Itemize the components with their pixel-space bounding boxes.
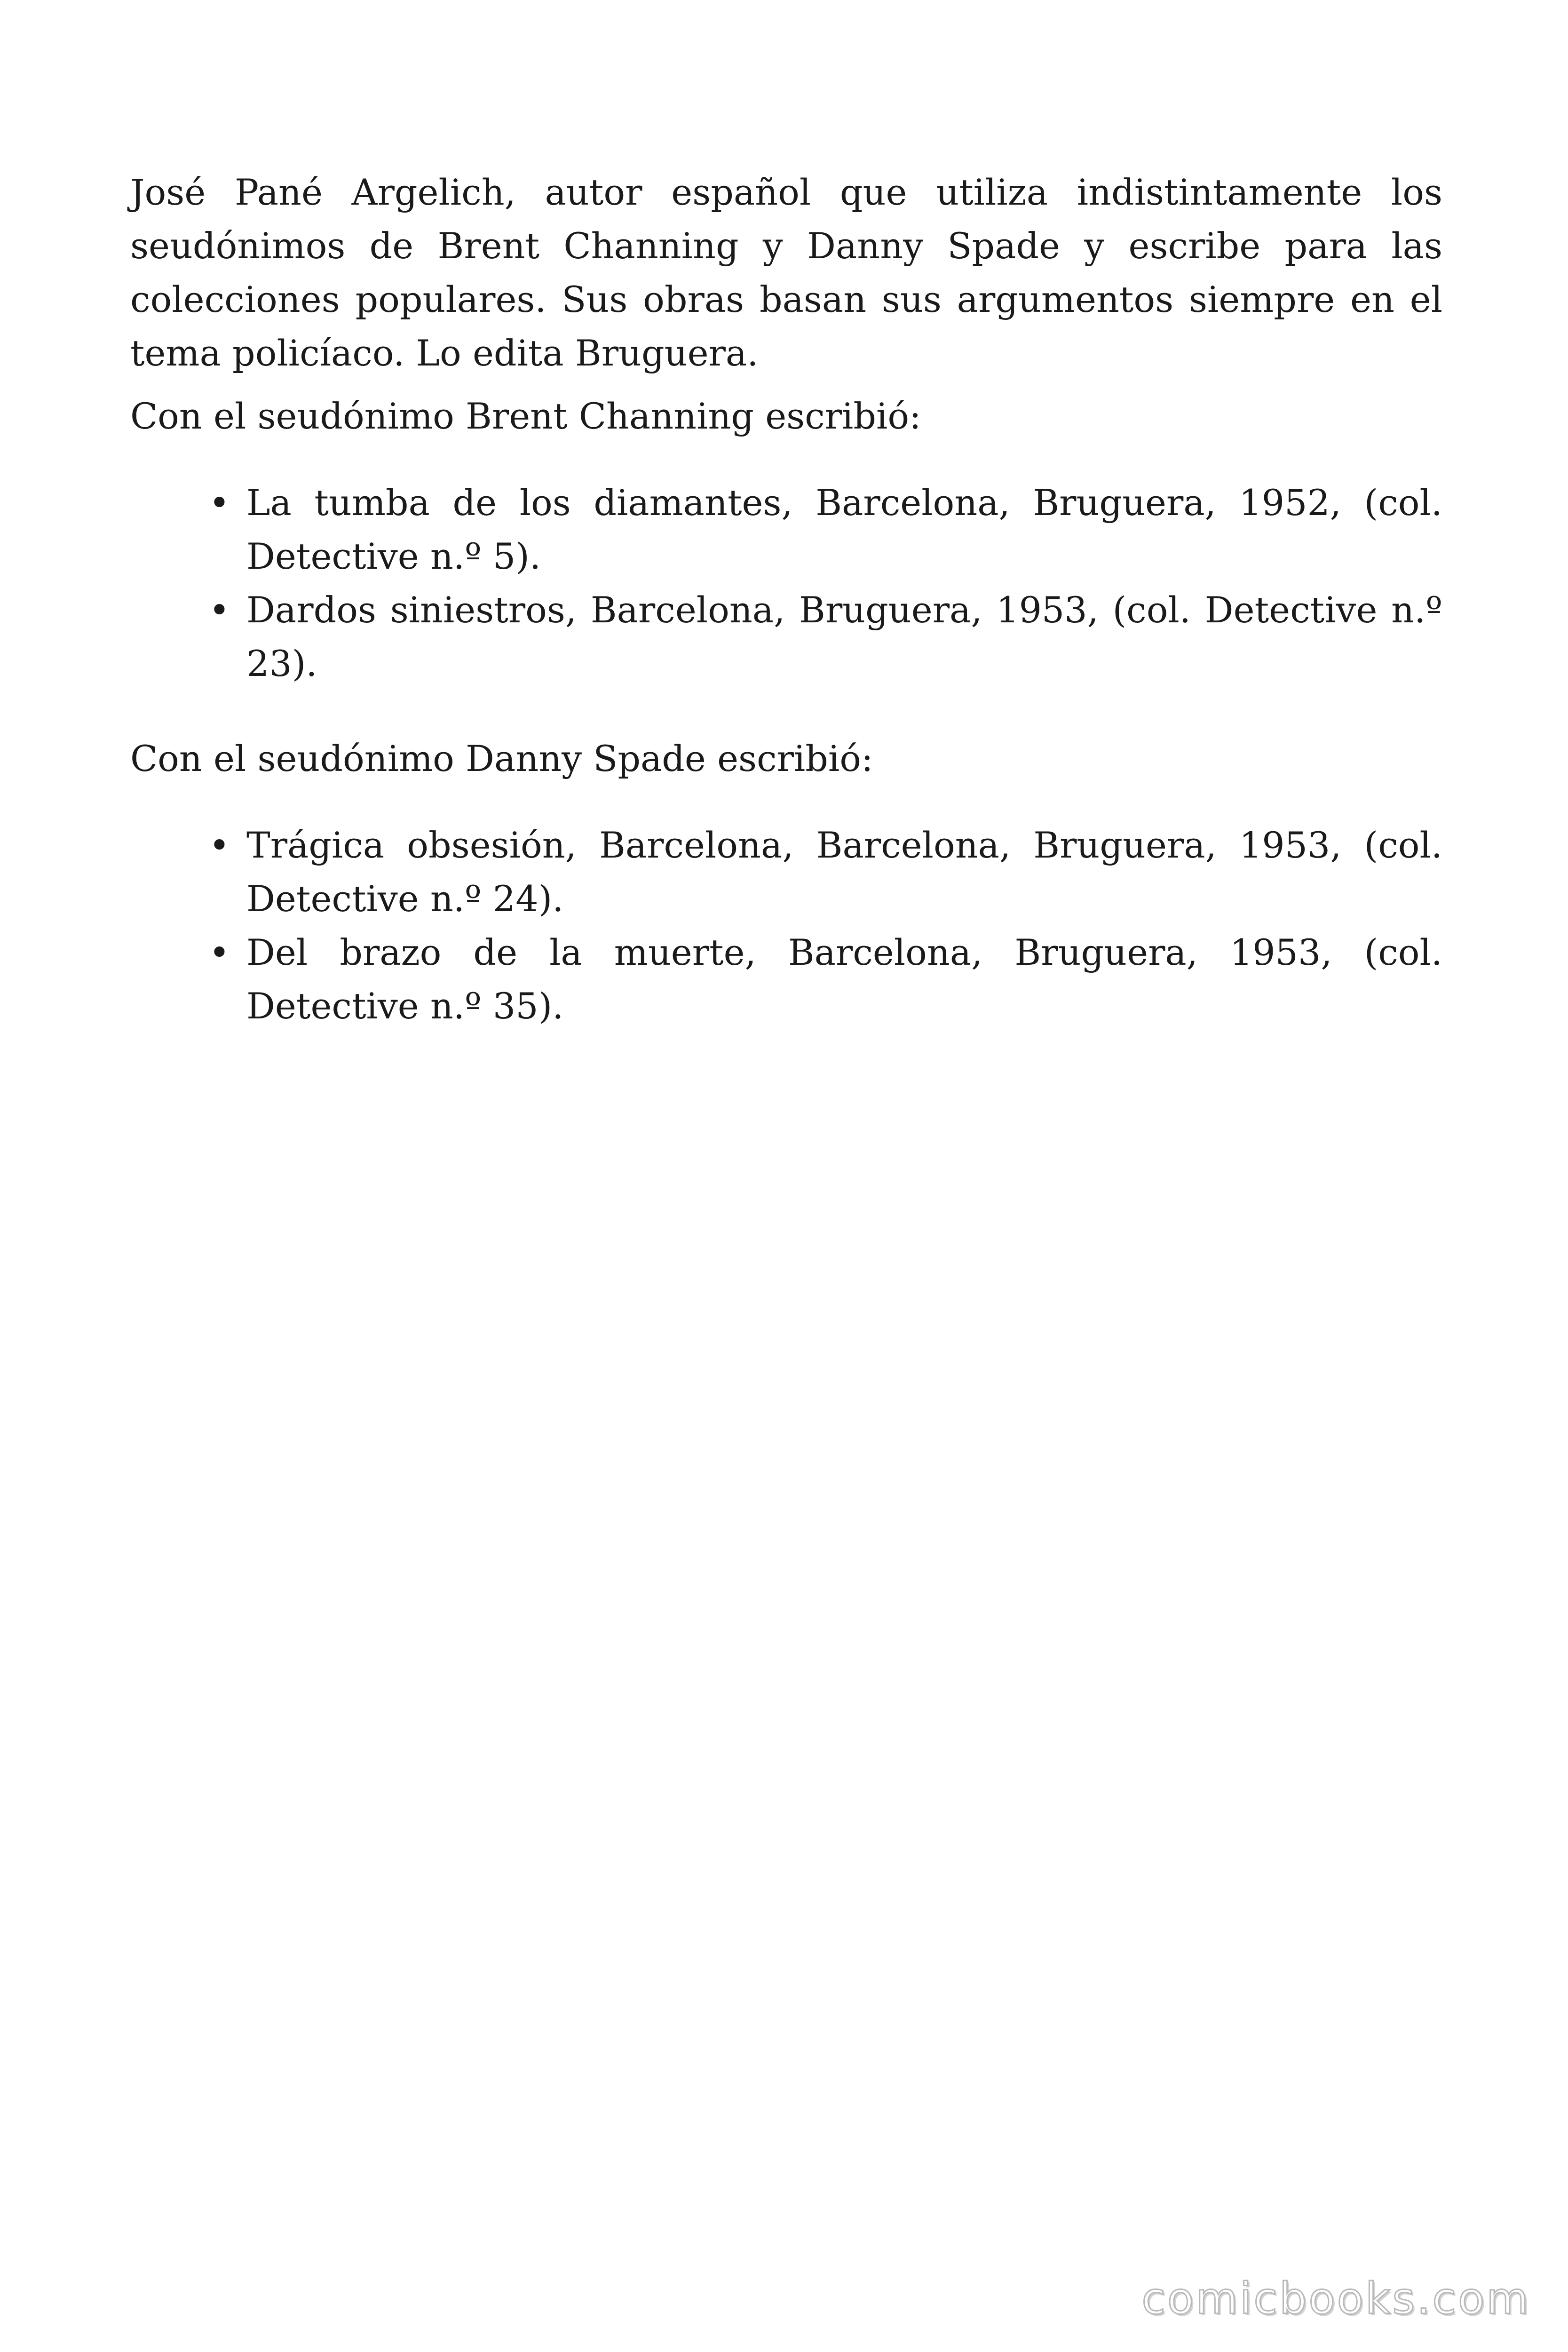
bullet-icon: • xyxy=(209,589,230,631)
book-list-brent-channing xyxy=(130,476,1442,691)
list-item xyxy=(209,583,1442,691)
bullet-icon: • xyxy=(209,931,230,973)
watermark: comicbooks.com xyxy=(1141,2273,1530,2324)
book-entry: La tumba de los diamantes, Barcelona, Bruguera, 1952, (col. Detective n.º 5). xyxy=(246,482,1442,577)
section-heading-danny-spade: Con el seudónimo Danny Spade escribió: xyxy=(130,738,873,779)
intro-paragraph: José Pané Argelich, autor español que utiliza indistintamente los seudónimos de Brent Channing y Danny Spade y escribe para las colecciones populares. Sus obras basan sus argumentos siempre en el tema policíaco. Lo edita Bruguera. xyxy=(130,171,1442,374)
book-list-danny-spade xyxy=(130,818,1442,1033)
book-entry: Trágica obsesión, Barcelona, Barcelona, Bruguera, 1953, (col. Detective n.º 24). xyxy=(246,824,1442,920)
list-item xyxy=(209,476,1442,583)
book-entry: Dardos siniestros, Barcelona, Bruguera, 1953, (col. Detective n.º 23). xyxy=(246,589,1442,684)
section-heading-brent-channing: Con el seudónimo Brent Channing escribió: xyxy=(130,395,921,437)
bullet-icon: • xyxy=(209,824,230,866)
list-item xyxy=(209,926,1442,1033)
list-item xyxy=(209,818,1442,926)
bullet-icon: • xyxy=(209,482,230,524)
book-entry: Del brazo de la muerte, Barcelona, Bruguera, 1953, (col. Detective n.º 35). xyxy=(246,931,1442,1027)
page-content xyxy=(130,166,1442,1074)
